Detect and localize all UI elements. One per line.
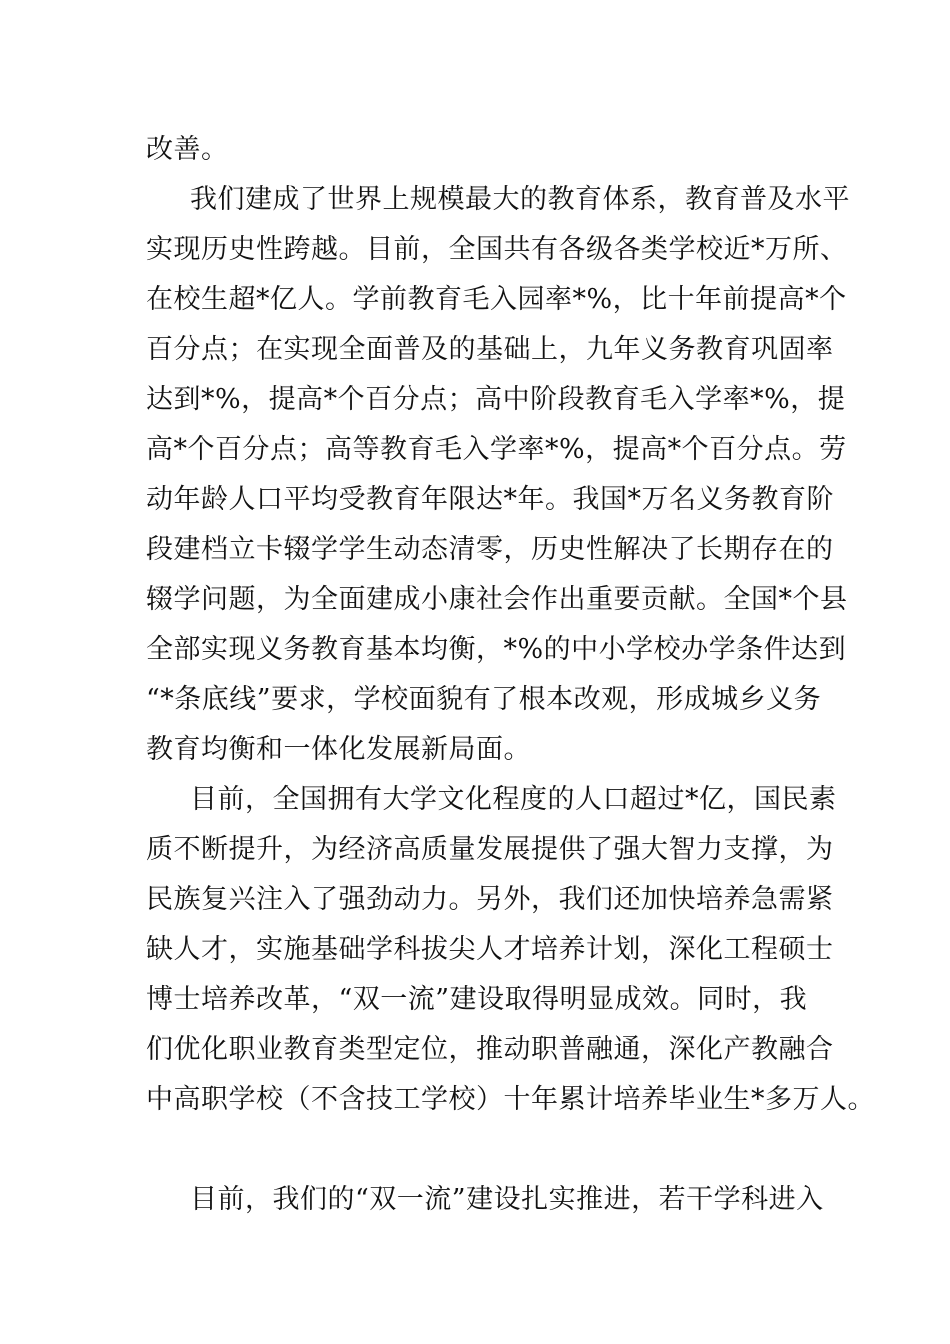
text-line: 百分点；在实现全面普及的基础上，九年义务教育巩固率 [146,334,834,365]
text-line: 达到*%，提高*个百分点；高中阶段教育毛入学率*%，提 [146,384,846,415]
text-line: 缺人才，实施基础学科拔尖人才培养计划，深化工程硕士 [146,934,834,965]
text-line: 动年龄人口平均受教育年限达*年。我国*万名义务教育阶 [146,484,834,515]
paragraph-start-line: 目前，全国拥有大学文化程度的人口超过*亿，国民素 [190,784,837,815]
paragraph-start-line: 目前，我们的“双一流”建设扎实推进，若干学科进入 [190,1184,824,1215]
text-line: 全部实现义务教育基本均衡，*%的中小学校办学条件达到 [146,634,847,665]
text-line: 教育均衡和一体化发展新局面。 [146,734,531,765]
text-line: “*条底线”要求，学校面貌有了根本改观，形成城乡义务 [146,684,822,715]
paragraph-start-line: 我们建成了世界上规模最大的教育体系，教育普及水平 [190,184,850,215]
text-line: 们优化职业教育类型定位，推动职普融通，深化产教融合 [146,1034,834,1065]
text-line: 在校生超*亿人。学前教育毛入园率*%，比十年前提高*个 [146,284,847,315]
text-line: 质不断提升，为经济高质量发展提供了强大智力支撑，为 [146,834,834,865]
text-line: 中高职学校（不含技工学校）十年累计培养毕业生*多万人。 [146,1084,875,1115]
text-line: 高*个百分点；高等教育毛入学率*%，提高*个百分点。劳 [146,434,847,465]
text-line: 段建档立卡辍学学生动态清零，历史性解决了长期存在的 [146,534,834,565]
text-line: 辍学问题，为全面建成小康社会作出重要贡献。全国*个县 [146,584,848,615]
text-line: 实现历史性跨越。目前，全国共有各级各类学校近*万所、 [146,234,848,265]
text-line: 博士培养改革，“双一流”建设取得明显成效。同时，我 [146,984,808,1015]
text-line: 民族复兴注入了强劲动力。另外，我们还加快培养急需紧 [146,884,834,915]
text-line: 改善。 [146,134,229,165]
